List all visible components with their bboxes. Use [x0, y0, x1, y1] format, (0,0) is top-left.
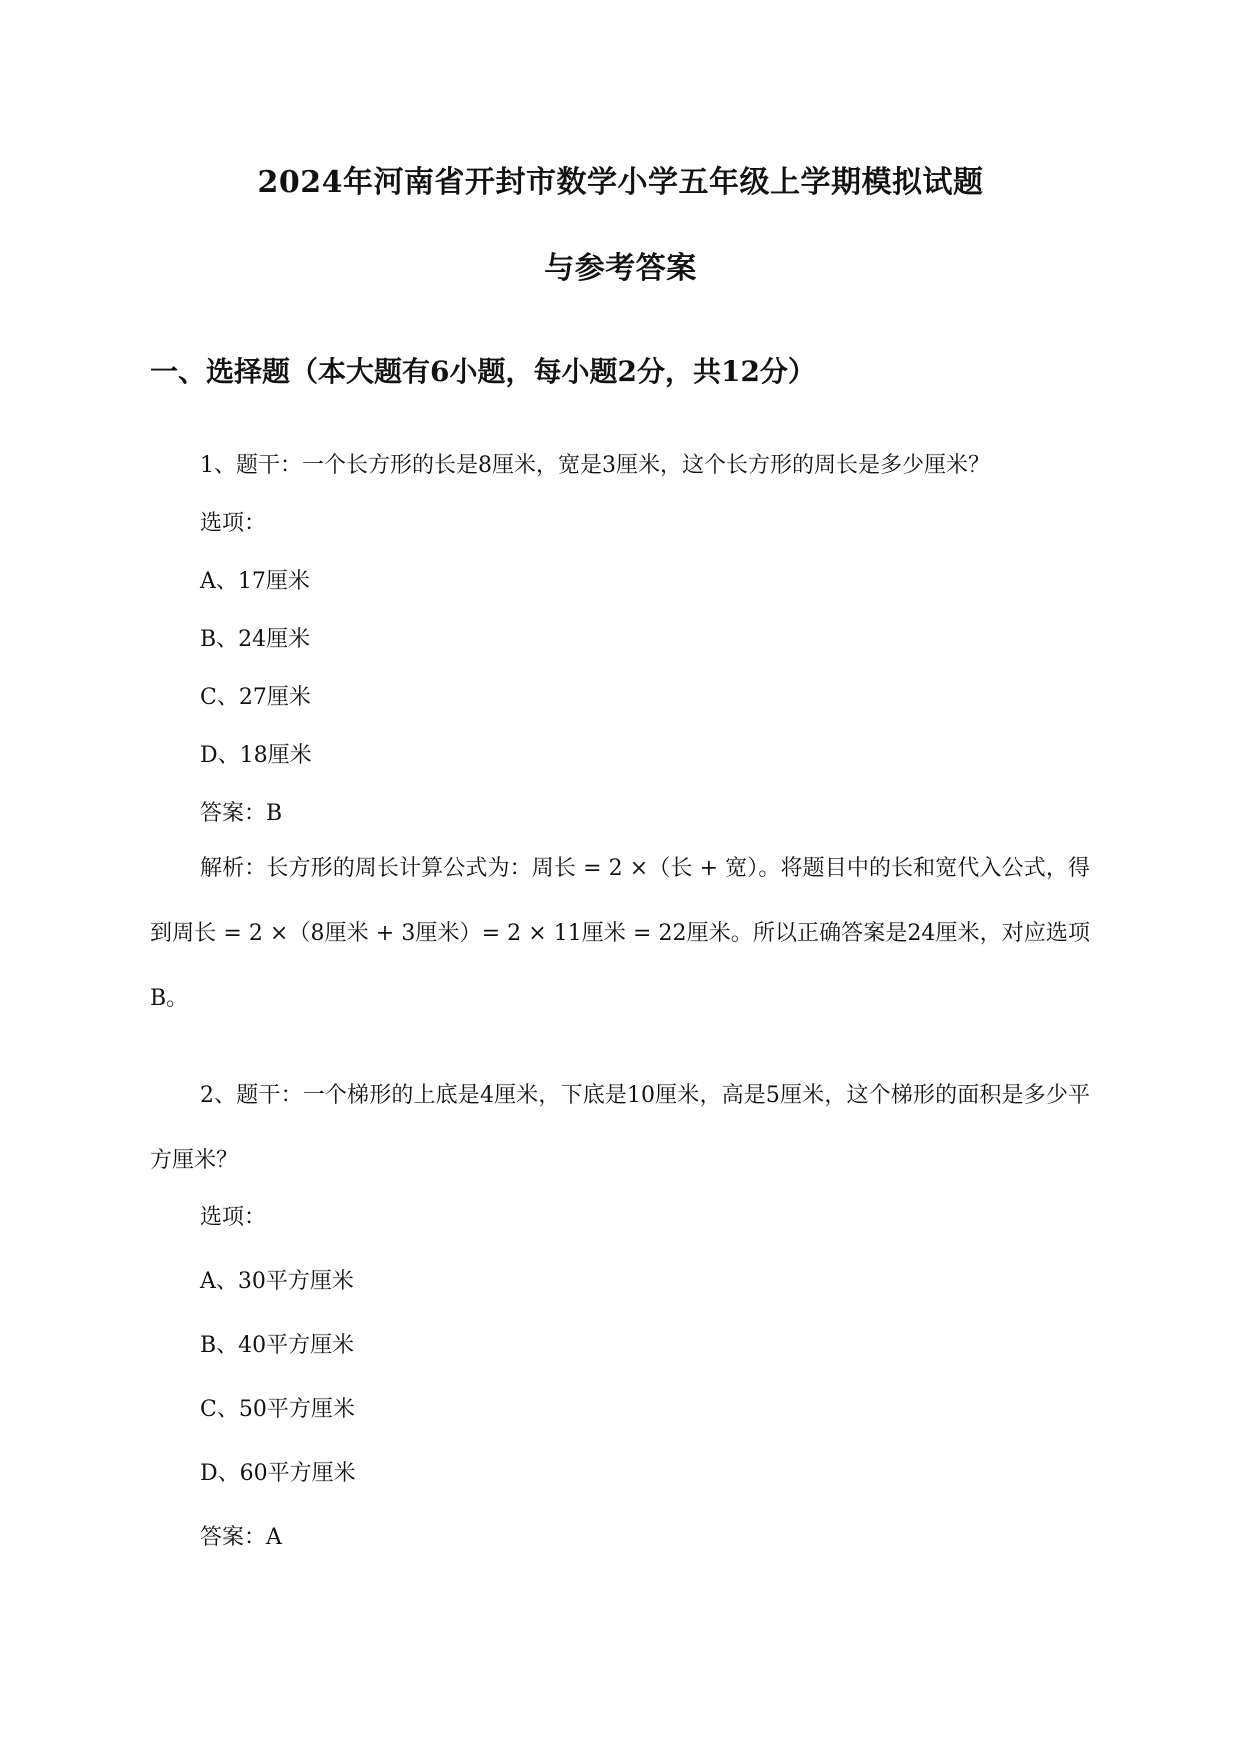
question-1-option-d: D、18厘米: [200, 743, 312, 768]
section-heading: 一、选择题（本大题有6小题，每小题2分，共12分）: [150, 355, 816, 388]
document-title-line1: 2024年河南省开封市数学小学五年级上学期模拟试题: [257, 165, 984, 200]
question-1-options-label: 选项：: [200, 511, 267, 536]
question-1-analysis: 解析：长方形的周长计算公式为：周长 = 2 ×（长 + 宽）。将题目中的长和宽代入公式，得到周长 = 2 ×（8厘米 + 3厘米）= 2 × 11厘米 = 22厘米。所以正确答案是24厘米，对应选项B。: [150, 856, 1090, 1011]
question-1-option-a: A、17厘米: [200, 569, 310, 594]
question-2-stem: 2、题干：一个梯形的上底是4厘米，下底是10厘米，高是5厘米，这个梯形的面积是多少平方厘米？: [150, 1083, 1090, 1173]
question-2-option-b: B、40平方厘米: [200, 1333, 355, 1358]
question-1-option-c: C、27厘米: [200, 685, 311, 710]
question-1-stem: 1、题干：一个长方形的长是8厘米，宽是3厘米，这个长方形的周长是多少厘米？: [200, 453, 990, 478]
question-1-option-b: B、24厘米: [200, 627, 311, 652]
question-2-answer: 答案：A: [200, 1525, 282, 1550]
question-2-option-a: A、30平方厘米: [200, 1269, 354, 1294]
document-title-line2: 与参考答案: [544, 251, 697, 286]
question-2-options-label: 选项：: [200, 1205, 267, 1230]
question-1-answer: 答案：B: [200, 801, 283, 826]
question-2-option-c: C、50平方厘米: [200, 1397, 355, 1422]
question-2-option-d: D、60平方厘米: [200, 1461, 356, 1486]
